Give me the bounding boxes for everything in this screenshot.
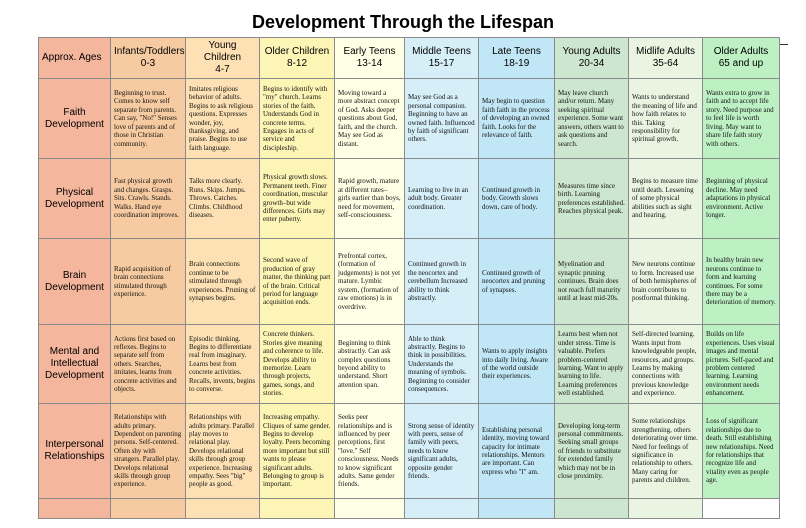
table-cell: Beginning to trust. Comes to know self separate from parents. Can say, "No!" Senses love of parents and of those in Christian community.: [111, 79, 186, 159]
column-header: Midlife Adults 35-64: [629, 38, 703, 79]
table-cell: Physical growth slows. Permanent teeth. Finer coordination, muscular growth–but wide differences. Girls may enter puberty.: [260, 159, 335, 239]
column-header: Older Adults 65 and up: [703, 38, 780, 79]
column-header: Late Teens 18-19: [479, 38, 555, 79]
table-cell: Rapid acquisition of brain connections stimulated through experience.: [111, 239, 186, 325]
column-header: Middle Teens 15-17: [405, 38, 479, 79]
page-title: Development Through the Lifespan: [251, 12, 555, 32]
table-cell: Second wave of production of gray matter, the thinking part of the brain. Critical period for language acquisition ends.: [260, 239, 335, 325]
table-cell: Begins to measure time until death. Lessening of some physical abilities such as sight and hearing.: [629, 159, 703, 239]
column-header: Infants/Toddlers 0-3: [111, 38, 186, 79]
empty-cell: [703, 499, 780, 519]
header-row: [39, 38, 780, 79]
table-cell: Developing long-term personal commitments. Seeking small groups of friends to substitute for extended family which may not be in close proximity.: [555, 404, 629, 499]
column-header: Young Adults 20-34: [555, 38, 629, 79]
empty-cell: [260, 499, 335, 519]
table-cell: Fast physical growth and changes. Grasps. Sits. Crawls. Stands. Walks. Hand eye coordination improves.: [111, 159, 186, 239]
table-cell: Beginning to think abstractly. Can ask complex questions beyond ability to understand. Short attention span.: [335, 325, 405, 404]
table-cell: Imitates religious behavior of adults. Begins to ask religious questions. Expresses wonder, joy, thanksgiving, and praise. Begins to use faith language.: [186, 79, 260, 159]
table-cell: Prefrontal cortex, (formation of judgements) is not yet mature. Lymbic system, (formation of raw emotions) is in overdrive.: [335, 239, 405, 325]
empty-cell: [629, 499, 703, 519]
table-row: [39, 325, 780, 404]
table-cell: Begins to identify with "my" church. Learns stories of the faith. Understands God in concrete terms. Engages in acts of service and discipleship.: [260, 79, 335, 159]
empty-cell: [186, 499, 260, 519]
table-cell: Rapid growth, mature at different rates– girls earlier than boys, need for movement, self-consciousness.: [335, 159, 405, 239]
table-cell: Concrete thinkers. Stories give meaning and coherence to life. Develops ability to memorize. Learn through projects, games, songs, and stories.: [260, 325, 335, 404]
empty-cell: [555, 499, 629, 519]
table-cell: Continued growth of neocortex and pruning of synapses.: [479, 239, 555, 325]
table-cell: Able to think abstractly. Begins to think in possibilities. Understands the meaning of symbols. Beginning to consider consequences.: [405, 325, 479, 404]
table-cell: Beginning of physical decline. May need adaptations in physical environment. Active longer.: [703, 159, 780, 239]
table-cell: New neurons continue to form. Increased use of both hemispheres of brain contributes to postformal thinking.: [629, 239, 703, 325]
table-cell: May begin to question faith faith in the process of developing an owned faith. Looks for the relevance of faith.: [479, 79, 555, 159]
approx-ages-label: Approx. Ages: [39, 38, 111, 79]
row-header: Brain Development: [39, 239, 111, 325]
table-cell: Measures time since birth. Learning preferences established. Reaches physical peak.: [555, 159, 629, 239]
table-cell: Learning to live in an adult body. Greater coordination.: [405, 159, 479, 239]
table-cell: Loss of significant relationships due to death. Still establishing new relationships. Need for relationships that recognize life and vitality even as people age.: [703, 404, 780, 499]
column-header: Early Teens 13-14: [335, 38, 405, 79]
lifespan-table: [38, 37, 780, 519]
table-cell: In healthy brain new neurons continue to form and learning continues. For some there may be a deterioration of memory.: [703, 239, 780, 325]
column-header: Young Children 4-7: [186, 38, 260, 79]
table-cell: Brain connections continue to be stimulated through experiences. Pruning of synapses begins.: [186, 239, 260, 325]
column-header: Older Children 8-12: [260, 38, 335, 79]
empty-cell: [39, 499, 111, 519]
table-cell: Relationships with adults primary. Parallel play moves to relational play. Develops relational skills through group experience. Increasing empathy. Sees "big" people as good.: [186, 404, 260, 499]
table-cell: May see God as a personal companion. Beginning to have an owned faith. Influenced by faith of significant others.: [405, 79, 479, 159]
row-header: Interpersonal Relationships: [39, 404, 111, 499]
empty-cell: [405, 499, 479, 519]
row-header: Physical Development: [39, 159, 111, 239]
row-header: Faith Development: [39, 79, 111, 159]
empty-cell: [111, 499, 186, 519]
table-cell: Strong sense of identity with peers, sense of family with peers, needs to know significant adults, opposite gender friends.: [405, 404, 479, 499]
table-cell: Wants to understand the meaning of life and how faith relates to this. Taking responsibility for spiritual growth.: [629, 79, 703, 159]
edge-tick-mark: [780, 44, 788, 45]
row-header: Mental and Intellectual Development: [39, 325, 111, 404]
empty-row: [39, 499, 780, 519]
table-cell: Episodic thinking. Begins to differentiate real from imaginary. Learns best from concrete activities. Recalls, invents, begins to converse.: [186, 325, 260, 404]
table-row: [39, 239, 780, 325]
table-cell: Builds on life experiences. Uses visual images and mental pictures. Self-paced and problem centered learning. Learning environment needs enhancement.: [703, 325, 780, 404]
table-cell: Establishing personal identity, moving toward capacity for intimate relationships. Mentors are important. Can express who "I" am.: [479, 404, 555, 499]
table-cell: Seeks peer relationships and is influenced by peer perceptions, first "love." Self consciousness. Needs to know significant adults. Same gender friends.: [335, 404, 405, 499]
table-cell: Continued growth in body. Growth slows down, care of body.: [479, 159, 555, 239]
table-cell: Wants extra to grow in faith and to accept life story. Need purpose and to feel life is worth living. May want to share life faith story with others.: [703, 79, 780, 159]
table-cell: Moving toward a more abstract concept of God. Asks deeper questions about God, faith, and the church. May see God as distant.: [335, 79, 405, 159]
table-cell: Learns best when not under stress. Time is valuable. Prefers problem-centered learning. Want to apply learning to life. Learning preferences well established.: [555, 325, 629, 404]
table-cell: Continued growth in the neocortex and cerebellum Increased ability to think abstractly.: [405, 239, 479, 325]
table-cell: Some relationships strengthening, others deteriorating over time. Need for feelings of significance in relationship to others. Many caring for parents and children.: [629, 404, 703, 499]
table-row: [39, 79, 780, 159]
table-row: [39, 404, 780, 499]
table-cell: Wants to apply insights into daily living. Aware of the world outside their experiences.: [479, 325, 555, 404]
table-cell: Actions first based on reflexes. Begins to separate self from others. Searches, imitates, learns from concrete activities and objects.: [111, 325, 186, 404]
table-cell: Myelination and synaptic pruning continues. Brain does not reach full maturity until at least mid-20s.: [555, 239, 629, 325]
table-cell: Self-directed learning. Wants input from knowledgeable people, resources, and groups. Learns by making connections with previous knowledge and experience.: [629, 325, 703, 404]
table-cell: Talks more clearly. Runs. Skips. Jumps. Throws. Catches. Climbs. Childhood diseases.: [186, 159, 260, 239]
table-cell: May leave church and/or return. Many seeking spiritual experience. Some want answers, others want to ask questions and search.: [555, 79, 629, 159]
table-cell: Increasing empathy. Cliques of same gender. Begins to develop loyalty. Peers becoming more important but still wants to please significant adults. Belonging to group is important.: [260, 404, 335, 499]
table-row: [39, 159, 780, 239]
empty-cell: [479, 499, 555, 519]
empty-cell: [335, 499, 405, 519]
table-cell: Relationships with adults primary. Dependent on parenting persons. Self-centered. Often shy with strangers. Parallel play. Develops relational skills through group experience.: [111, 404, 186, 499]
